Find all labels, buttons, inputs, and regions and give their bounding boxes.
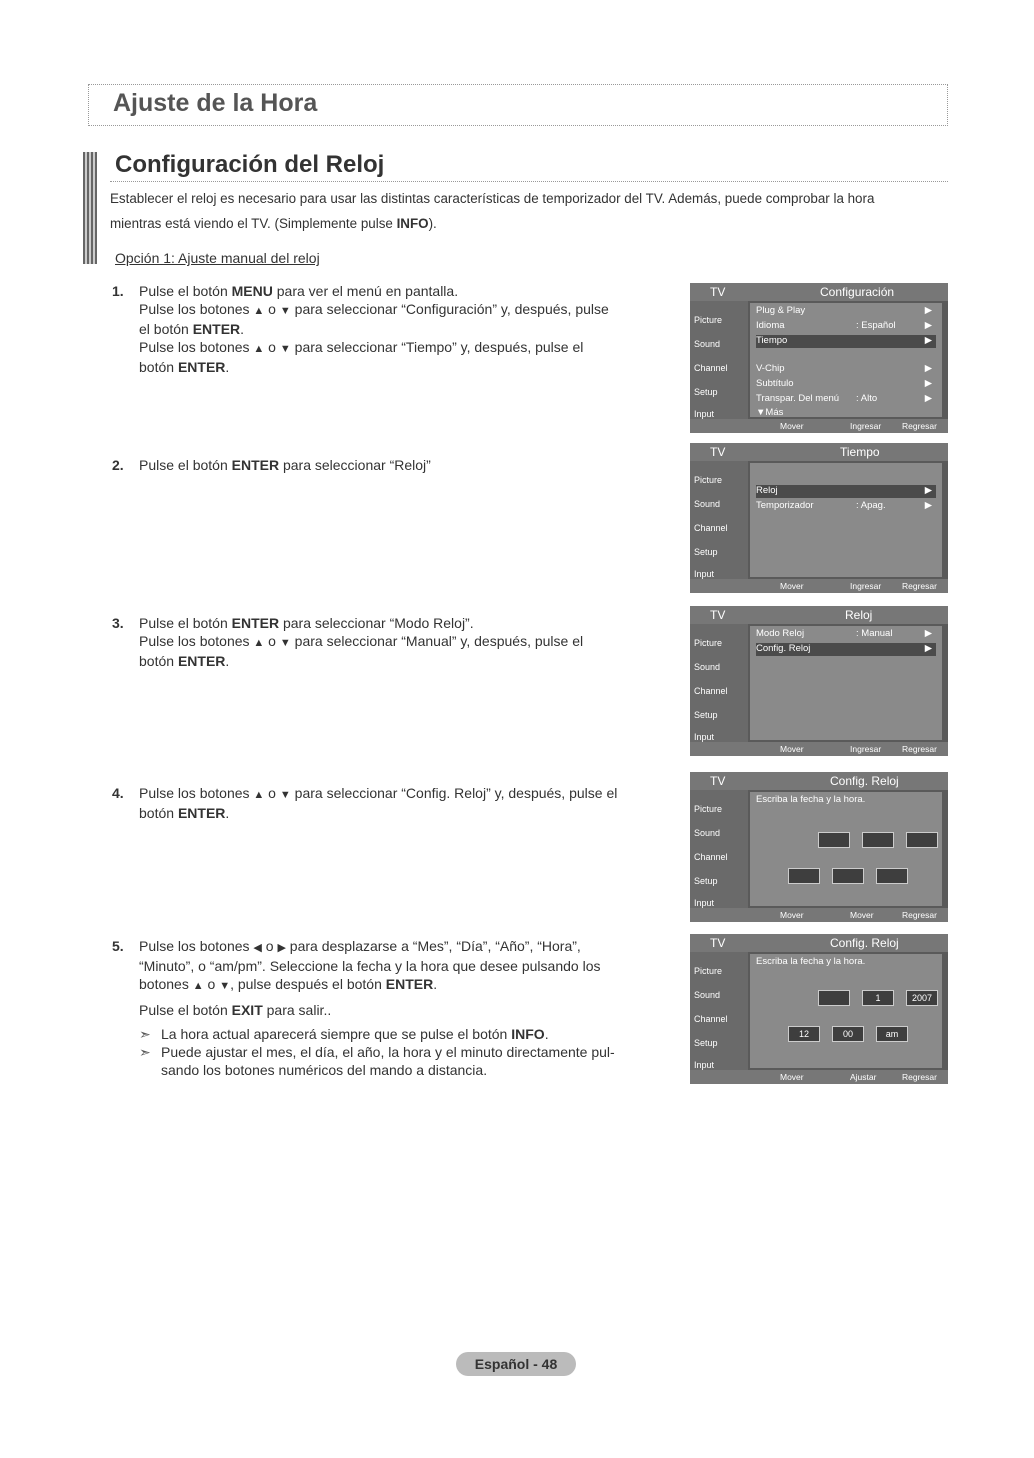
up-arrow-icon: ▲ <box>253 789 265 801</box>
osd-side-input: Input <box>694 409 715 419</box>
osd-side-sound: Sound <box>694 339 721 349</box>
step-number: 5. <box>112 938 124 954</box>
osd-side-setup: Setup <box>694 387 718 397</box>
down-arrow-icon: ▼ <box>279 343 291 355</box>
note-arrow-icon: ➣ <box>139 1026 151 1042</box>
intro-text: ). <box>428 216 437 231</box>
right-arrow-icon: ▶ <box>277 942 286 954</box>
osd-screenshot-config-reloj-values: TV Config. Reloj Picture Sound Channel Setup Input Escriba la fecha y la hora. 1 2007 12 00 am Mover Ajustar Regresar <box>690 934 948 1084</box>
osd-tv-label: TV <box>710 285 726 299</box>
section-title: Configuración del Reloj <box>115 151 385 178</box>
step-4: 4. Pulse los botones ▲ o ▼ para seleccionar “Config. Reloj” y, después, pulse el botón ENTER. <box>112 785 618 821</box>
section-divider <box>110 181 948 182</box>
section-intro <box>110 186 950 236</box>
step-number: 4. <box>112 785 124 801</box>
up-arrow-icon: ▲ <box>253 305 265 317</box>
osd-title: Configuración <box>820 285 895 299</box>
osd-screenshot-config-reloj: TV Config. Reloj Picture Sound Channel Setup Input Escriba la fecha y la hora. Mover Mover Regresar <box>690 772 948 922</box>
osd-side-channel: Channel <box>694 363 728 373</box>
intro-line-2 <box>110 211 950 236</box>
up-arrow-icon: ▲ <box>253 343 265 355</box>
down-arrow-icon: ▼ <box>279 305 291 317</box>
note-arrow-icon: ➣ <box>139 1044 151 1060</box>
page-header <box>88 84 948 126</box>
option-title: Opción 1: Ajuste manual del reloj <box>115 250 320 266</box>
down-arrow-icon: ▼ <box>279 789 291 801</box>
page-title: Ajuste de la Hora <box>113 89 318 117</box>
intro-key: INFO <box>396 216 429 231</box>
osd-side-picture: Picture <box>694 315 723 325</box>
up-arrow-icon: ▲ <box>253 637 265 649</box>
step-5: 5. Pulse los botones ◀ o ▶ para desplazarse a “Mes”, “Día”, “Año”, “Hora”, “Minuto”, o “am/pm”. Seleccione la fecha y la hora que desee pulsando los botones ▲ o ▼, pulse después el botón ENTER. Pulse el botón EXIT para salir.. ➣ La hora actual aparecerá siempre que se pulse el botón INFO. ➣ Puede ajustar el mes, el día, el año, la hora y el minuto directamente pul- sando los botones numéricos del mando a distancia. <box>112 937 672 1079</box>
note-1: ➣ La hora actual aparecerá siempre que se pulse el botón INFO. <box>139 1026 549 1042</box>
note-2: ➣ Puede ajustar el mes, el día, el año, la hora y el minuto directamente pul- sando los botones numéricos del mando a distancia. <box>139 1044 615 1078</box>
down-arrow-icon: ▼ <box>279 637 291 649</box>
page-number-badge: Español - 48 <box>456 1352 576 1376</box>
section-bar <box>83 152 97 264</box>
step-number: 3. <box>112 615 124 631</box>
left-arrow-icon: ◀ <box>253 942 262 954</box>
osd-screenshot-tiempo: TV Tiempo Picture Sound Channel Setup Input Reloj ▶ Temporizador : Apag. ▶ Mover Ingresar Regresar <box>690 443 948 593</box>
down-arrow-icon: ▼ <box>219 980 231 992</box>
step-1: 1. Pulse el botón MENU para ver el menú en pantalla. Pulse los botones ▲ o ▼ para seleccionar “Configuración” y, después, pulse el botón ENTER. Pulse los botones ▲ o ▼ para seleccionar “Tiempo” y, después, pulse el botón ENTER. <box>112 283 609 375</box>
step-3: 3. Pulse el botón ENTER para seleccionar “Modo Reloj”. Pulse los botones ▲ o ▼ para seleccionar “Manual” y, después, pulse el botón ENTER. <box>112 615 584 669</box>
step-number: 1. <box>112 283 124 299</box>
up-arrow-icon: ▲ <box>192 980 204 992</box>
intro-line-1: Establecer el reloj es necesario para usar las distintas características de temporizador del TV. Además, puede comprobar la hora <box>110 191 875 206</box>
osd-screenshot-configuracion: TV Configuración Picture Sound Channel Setup Input Plug & Play ▶ Idioma : Español ▶ Tiempo ▶ V-Chip ▶ Subtítulo ▶ Transpar. Del menú : Alto ▶ ▼Más Mover Ingresar Regresar <box>690 283 948 433</box>
step-number: 2. <box>112 457 124 473</box>
step-2: 2. Pulse el botón ENTER para seleccionar “Reloj” <box>112 457 431 473</box>
intro-text: mientras está viendo el TV. (Simplemente pulse <box>110 216 397 231</box>
osd-screenshot-reloj: TV Reloj Picture Sound Channel Setup Input Modo Reloj : Manual ▶ Config. Reloj ▶ Mover Ingresar Regresar <box>690 606 948 756</box>
